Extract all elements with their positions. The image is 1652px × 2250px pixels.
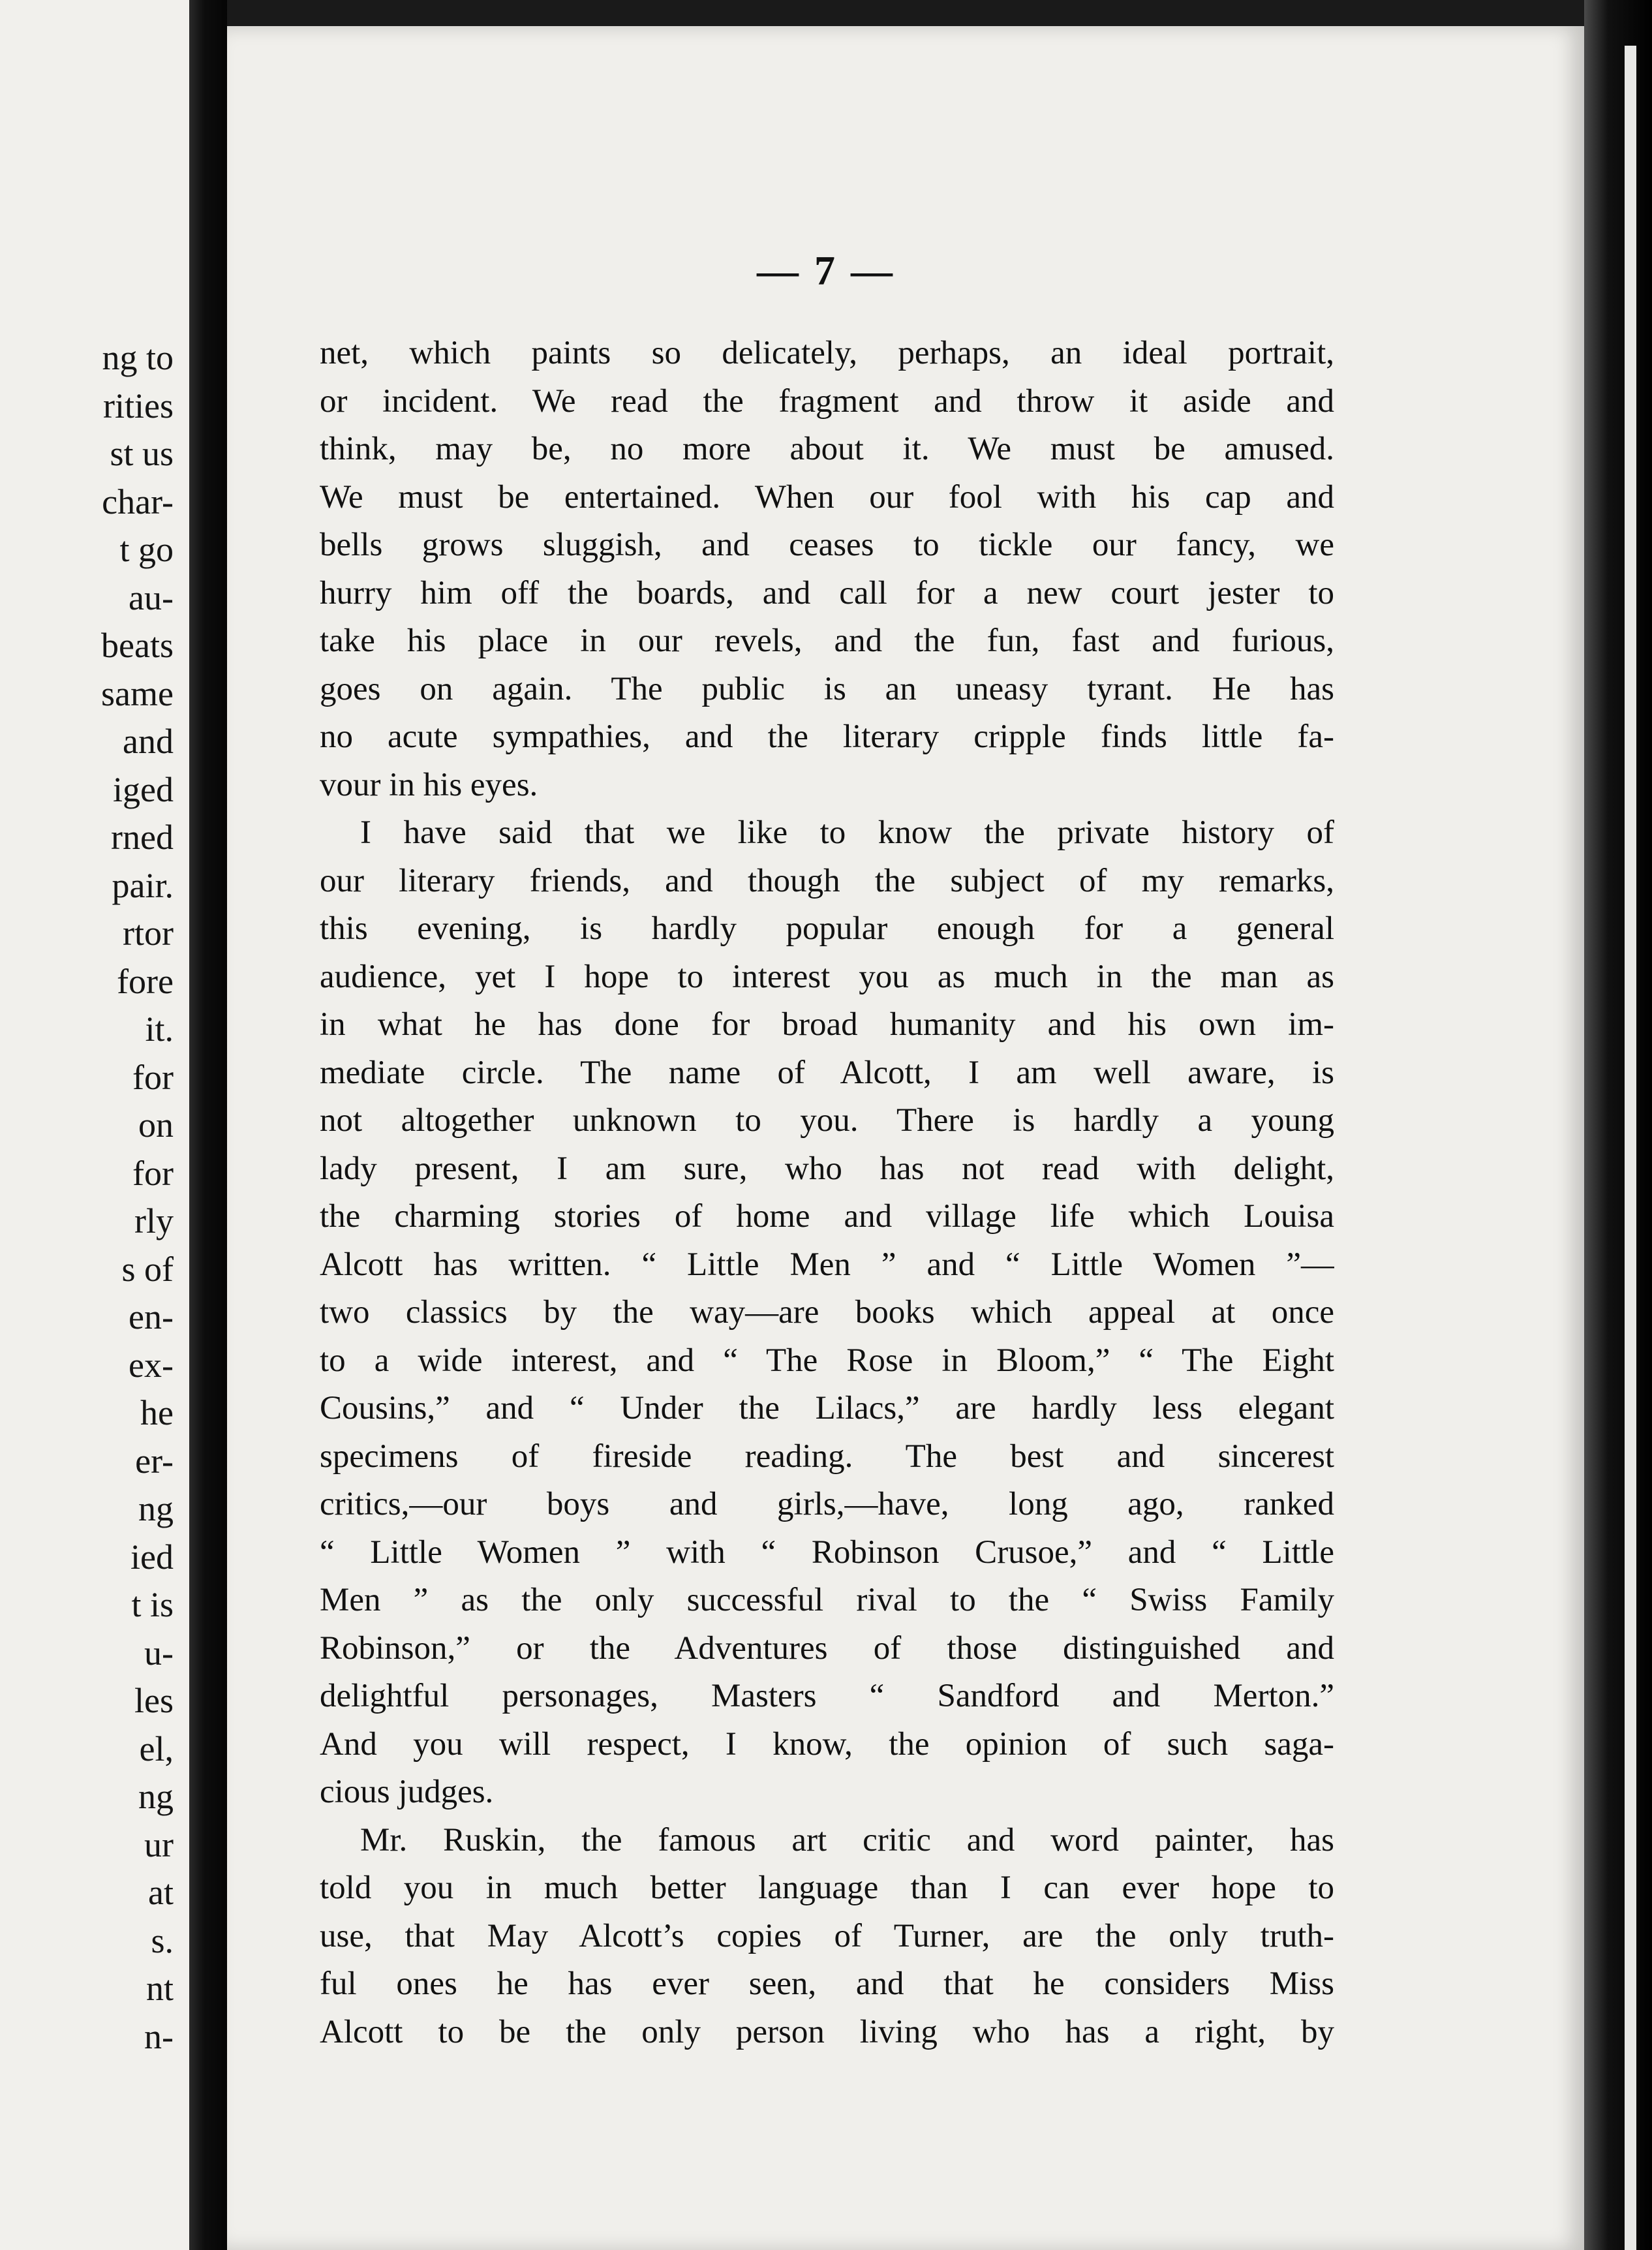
left-page-fragment: rly xyxy=(134,1201,174,1241)
left-page-fragment: at xyxy=(148,1873,174,1912)
left-page-fragment: and xyxy=(123,722,174,761)
text-line: the charming stories of home and village life which Louisa xyxy=(320,1198,1334,1235)
text-line: hurry him off the boards, and call for a new court jester to xyxy=(320,574,1334,611)
text-line: “ Little Women ” with “ Robinson Crusoe,” and “ Little xyxy=(320,1533,1334,1571)
left-page-fragment: ng xyxy=(138,1777,174,1816)
left-page-fragment: ng xyxy=(138,1489,174,1528)
text-line: mediate circle. The name of Alcott, I am well aware, is xyxy=(320,1054,1334,1091)
text-line: Men ” as the only successful rival to the “ Swiss Family xyxy=(320,1582,1334,1618)
text-line: Alcott has written. “ Little Men ” and “ Little Women ”— xyxy=(320,1246,1334,1283)
left-page-fragment: au- xyxy=(129,578,174,617)
left-facing-page xyxy=(0,0,189,2250)
text-line: goes on again. The public is an uneasy tyrant. He has xyxy=(320,670,1334,707)
text-line: Mr. Ruskin, the famous art critic and word painter, has xyxy=(360,1821,1334,1858)
paragraph xyxy=(320,1817,1334,2057)
text-line: bells grows sluggish, and ceases to tickle our fancy, we xyxy=(320,527,1334,563)
left-page-fragment: n- xyxy=(144,2016,174,2056)
left-page-fragment: iged xyxy=(113,769,174,809)
paragraph xyxy=(320,809,1334,1817)
left-page-text-fragments xyxy=(101,334,174,2061)
left-page-fragment: beats xyxy=(101,626,174,665)
text-line: not altogether unknown to you. There is hardly a young xyxy=(320,1102,1334,1139)
left-page-fragment: fore xyxy=(117,961,174,1001)
left-page-fragment: er- xyxy=(135,1441,174,1481)
left-page-fragment: rities xyxy=(103,386,174,425)
text-line: And you will respect, I know, the opinion of such saga- xyxy=(320,1725,1334,1763)
left-page-fragment: t go xyxy=(119,530,174,569)
left-page-fragment: u- xyxy=(144,1633,174,1672)
page-number: — 7 — xyxy=(757,247,895,294)
left-page-fragment: ng to xyxy=(102,338,174,377)
text-line: Alcott to be the only person living who has a right, by xyxy=(320,2013,1334,2050)
text-line: told you in much better language than I can ever hope to xyxy=(320,1870,1334,1906)
text-line: or incident. We read the fragment and throw it aside and xyxy=(320,382,1334,420)
right-page-edge xyxy=(1584,0,1652,2250)
text-line: think, may be, no more about it. We must be amused. xyxy=(320,431,1334,467)
text-line: in what he has done for broad humanity and his own im- xyxy=(320,1006,1334,1043)
left-page-fragment: les xyxy=(134,1681,174,1720)
left-page-fragment: char- xyxy=(102,482,174,521)
text-line: our literary friends, and though the subject of my remarks, xyxy=(320,862,1334,899)
left-page-fragment: on xyxy=(138,1105,174,1145)
left-page-fragment: nt xyxy=(145,1969,174,2008)
left-page-fragment: ex- xyxy=(129,1345,174,1385)
text-line: cious judges. xyxy=(320,1774,494,1810)
left-page-fragment: s of xyxy=(121,1249,174,1289)
text-line: lady present, I am sure, who has not read with delight, xyxy=(320,1150,1334,1187)
text-line: use, that May Alcott’s copies of Turner, are the only truth- xyxy=(320,1917,1334,1954)
text-line: this evening, is hardly popular enough for a general xyxy=(320,910,1334,947)
text-line: audience, yet I hope to interest you as much in the man as xyxy=(320,958,1334,995)
left-page-fragment: ur xyxy=(144,1825,174,1864)
left-page-fragment: ied xyxy=(130,1537,174,1577)
text-line: I have said that we like to know the private history of xyxy=(360,814,1334,851)
text-line: no acute sympathies, and the literary cripple finds little fa- xyxy=(320,718,1334,755)
left-page-fragment: for xyxy=(132,1057,174,1097)
left-page-fragment: same xyxy=(101,673,174,713)
left-page-fragment: en- xyxy=(129,1297,174,1336)
text-line: to a wide interest, and “ The Rose in Bloom,” “ The Eight xyxy=(320,1342,1334,1379)
text-line: vour in his eyes. xyxy=(320,766,538,803)
text-line: Cousins,” and “ Under the Lilacs,” are hardly less elegant xyxy=(320,1390,1334,1426)
text-line: net, which paints so delicately, perhaps, an ideal portrait, xyxy=(320,335,1334,371)
body-text xyxy=(320,330,1334,2056)
left-page-fragment: rned xyxy=(111,818,174,857)
left-page-fragment: t is xyxy=(131,1585,174,1624)
book-gutter xyxy=(189,0,227,2250)
text-line: two classics by the way—are books which appeal at once xyxy=(320,1294,1334,1331)
left-page-fragment: el, xyxy=(139,1729,174,1768)
text-line: take his place in our revels, and the fun, fast and furious, xyxy=(320,623,1334,659)
right-page-edge-strip xyxy=(1625,46,1636,2250)
left-page-fragment: s. xyxy=(151,1920,174,1960)
left-page-fragment: st us xyxy=(110,434,174,473)
left-page-fragment: for xyxy=(132,1153,174,1193)
text-line: specimens of fireside reading. The best and sincerest xyxy=(320,1438,1334,1475)
text-line: delightful personages, Masters “ Sandford and Merton.” xyxy=(320,1678,1334,1714)
left-page-fragment: pair. xyxy=(112,865,174,905)
text-line: ful ones he has ever seen, and that he considers Miss xyxy=(320,1965,1334,2002)
left-page-fragment: it. xyxy=(145,1009,174,1049)
text-line: critics,—our boys and girls,—have, long ago, ranked xyxy=(320,1486,1334,1522)
left-page-fragment: rtor xyxy=(123,914,174,953)
paragraph xyxy=(320,330,1334,809)
text-line: Robinson,” or the Adventures of those distinguished and xyxy=(320,1629,1334,1667)
left-page-fragment: he xyxy=(140,1393,174,1432)
text-line: We must be entertained. When our fool with his cap and xyxy=(320,478,1334,516)
